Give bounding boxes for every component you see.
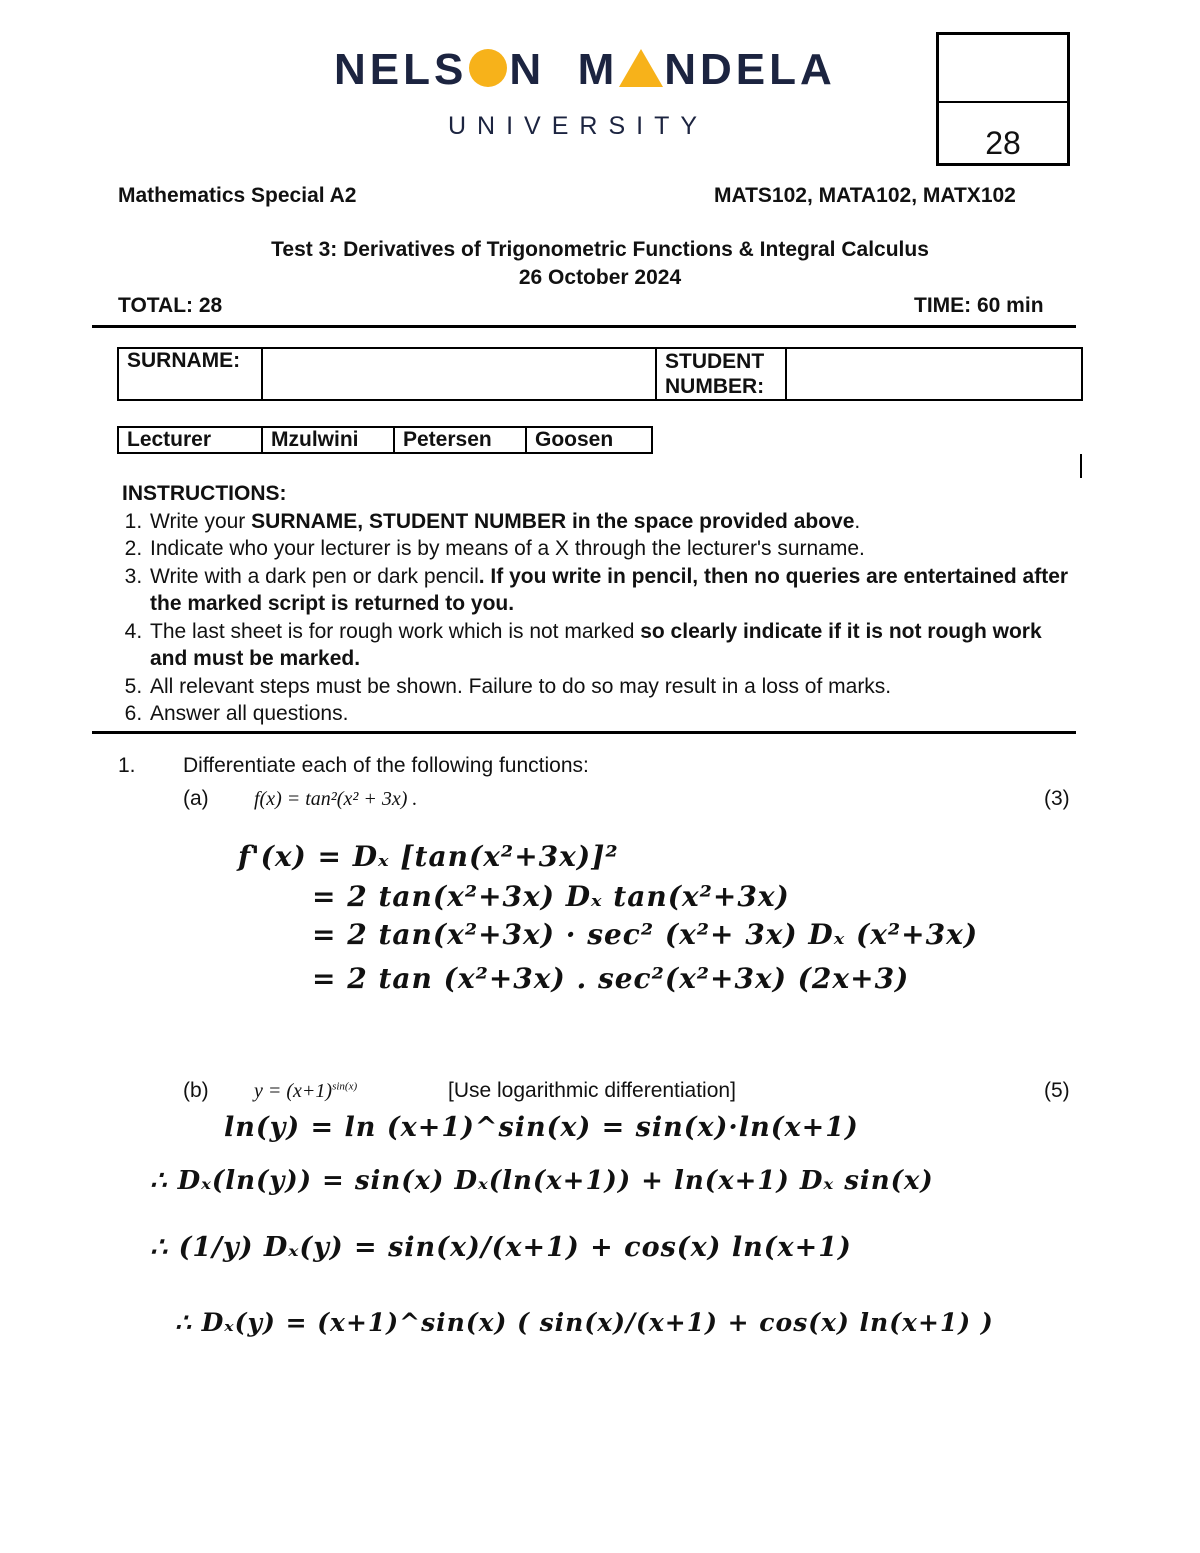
logo-sun-circle [469,49,507,87]
question-prompt: Differentiate each of the following functions: [183,754,589,777]
course-codes: MATS102, MATA102, MATX102 [714,184,1016,207]
logo-triangle [619,49,663,87]
instruction-item: 1. Write your SURNAME, STUDENT NUMBER in the space provided above. [148,508,1078,536]
part-b-marks: (5) [1044,1079,1070,1102]
text-cursor-mark [1080,454,1082,478]
part-a-marks: (3) [1044,787,1070,810]
surname-label: SURNAME: [118,348,262,400]
instruction-item: 3. Write with a dark pen or dark pencil. If you write in pencil, then no queries are entertained after the marked script is returned to you. [148,563,1078,618]
handwritten-line: = 2 tan (x²+3x) . sec²(x²+3x) (2x+3) [312,962,910,995]
instruction-item: 6. Answer all questions. [148,700,1078,728]
part-b-label: (b) [183,1079,209,1102]
handwritten-line: ln(y) = ln (x+1)^sin(x) = sin(x)·ln(x+1) [224,1112,859,1143]
part-b-expression: $y = (x+1)^{sin(x)}$ [254,1080,358,1102]
student-info-table [117,347,1083,401]
lecturer-table [117,426,653,454]
lecturer-option-mzulwini[interactable]: Mzulwini [262,427,394,453]
student-number-field[interactable] [786,348,1082,400]
part-a-label: (a) [183,787,209,810]
mark-box-total: 28 [985,125,1021,161]
time-limit: TIME: 60 min [914,294,1044,317]
header-rule [92,325,1076,328]
instructions [118,480,1078,728]
handwritten-line: ∴ Dₓ(ln(y)) = sin(x) Dₓ(ln(x+1)) + ln(x+1) Dₓ sin(x) [150,1166,934,1196]
logo-text-part: NDELA [664,45,836,94]
instructions-heading: INSTRUCTIONS: [122,482,287,505]
handwritten-line: = 2 tan(x²+3x) · sec² (x²+ 3x) Dₓ (x²+3x) [312,918,979,951]
handwritten-line: f'(x) = Dₓ [tan(x²+3x)]² [238,840,619,873]
instruction-item: 4. The last sheet is for rough work which is not marked so clearly indicate if it is not rough work and must be marked. [148,618,1078,673]
total-marks: TOTAL: 28 [118,294,223,317]
question-number: 1. [118,754,136,777]
handwritten-line: ∴ (1/y) Dₓ(y) = sin(x)/(x+1) + cos(x) ln(x+1) [150,1232,852,1263]
logo-subtitle: UNIVERSITY [448,112,709,140]
logo-text-part: NELS [334,45,468,94]
university-logo [334,45,836,94]
course-name: Mathematics Special A2 [118,184,357,207]
part-b-instruction: [Use logarithmic differentiation] [448,1079,736,1102]
lecturer-option-goosen[interactable]: Goosen [526,427,652,453]
handwritten-line: ∴ Dₓ(y) = (x+1)^sin(x) ( sin(x)/(x+1) + cos(x) ln(x+1) ) [175,1308,994,1337]
test-date: 26 October 2024 [518,266,682,289]
test-title: Test 3: Derivatives of Trigonometric Functions & Integral Calculus [271,238,929,261]
mark-box-divider [939,101,1067,103]
surname-field[interactable] [262,348,656,400]
part-a-expression: f(x) = tan²(x² + 3x) . [254,788,418,810]
lecturer-option-petersen[interactable]: Petersen [394,427,526,453]
student-number-label: STUDENT NUMBER: [656,348,786,400]
mark-box [936,32,1070,166]
lecturer-label: Lecturer [118,427,262,453]
instructions-rule [92,731,1076,734]
handwritten-line: = 2 tan(x²+3x) Dₓ tan(x²+3x) [312,880,790,913]
instruction-item: 5. All relevant steps must be shown. Failure to do so may result in a loss of marks. [148,673,1078,701]
instruction-item: 2. Indicate who your lecturer is by means of a X through the lecturer's surname. [148,535,1078,563]
logo-text-part: N [509,45,546,94]
logo-text-part: M [577,45,619,94]
